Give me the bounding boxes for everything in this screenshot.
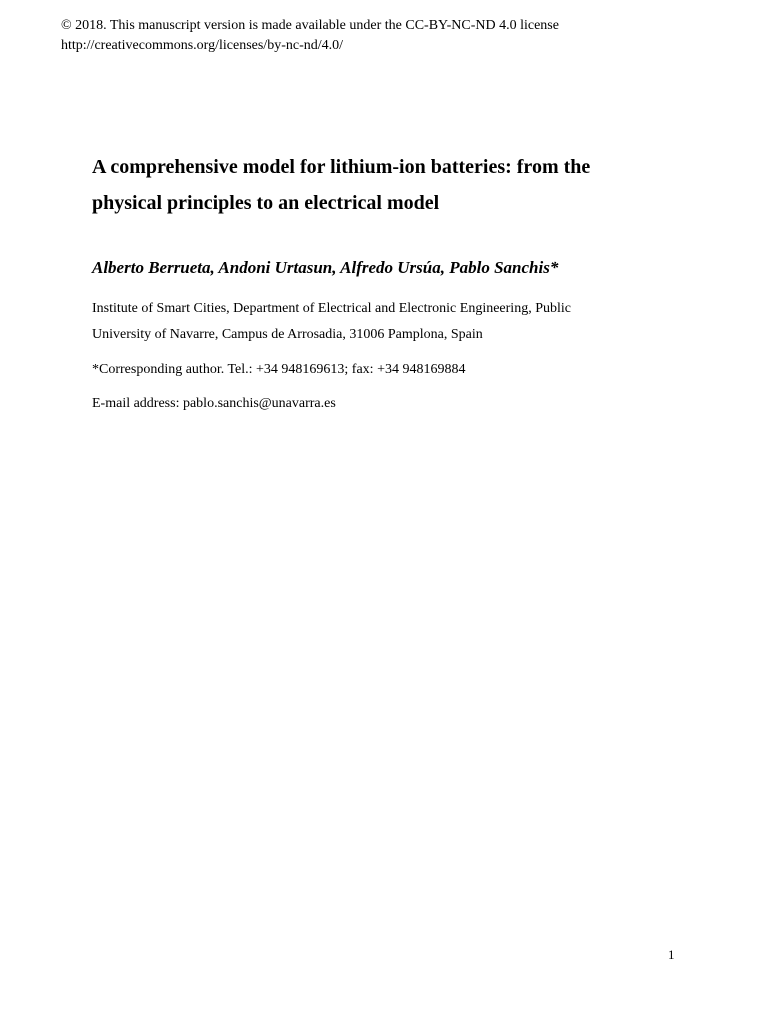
affiliation-line-2: University of Navarre, Campus de Arrosadia, 31006 Pamplona, Spain xyxy=(92,327,483,342)
paper-title xyxy=(92,149,712,221)
license-text: © 2018. This manuscript version is made available under the CC-BY-NC-ND 4.0 license xyxy=(61,18,559,33)
corresponding-author: *Corresponding author. Tel.: +34 948169613; fax: +34 948169884 xyxy=(92,362,466,377)
page-number: 1 xyxy=(668,947,675,962)
affiliation-line-1: Institute of Smart Cities, Department of Electrical and Electronic Engineering, Public xyxy=(92,301,571,316)
paper-title-line-1: A comprehensive model for lithium-ion batteries: from the xyxy=(92,156,591,178)
license-notice xyxy=(61,16,559,56)
paper-title-line-2: physical principles to an electrical model xyxy=(92,192,440,214)
license-url[interactable]: http://creativecommons.org/licenses/by-nc-nd/4.0/ xyxy=(61,38,344,53)
author-list: Alberto Berrueta, Andoni Urtasun, Alfredo Ursúa, Pablo Sanchis* xyxy=(92,258,559,277)
affiliation xyxy=(92,296,692,348)
email-address: E-mail address: pablo.sanchis@unavarra.es xyxy=(92,396,336,411)
